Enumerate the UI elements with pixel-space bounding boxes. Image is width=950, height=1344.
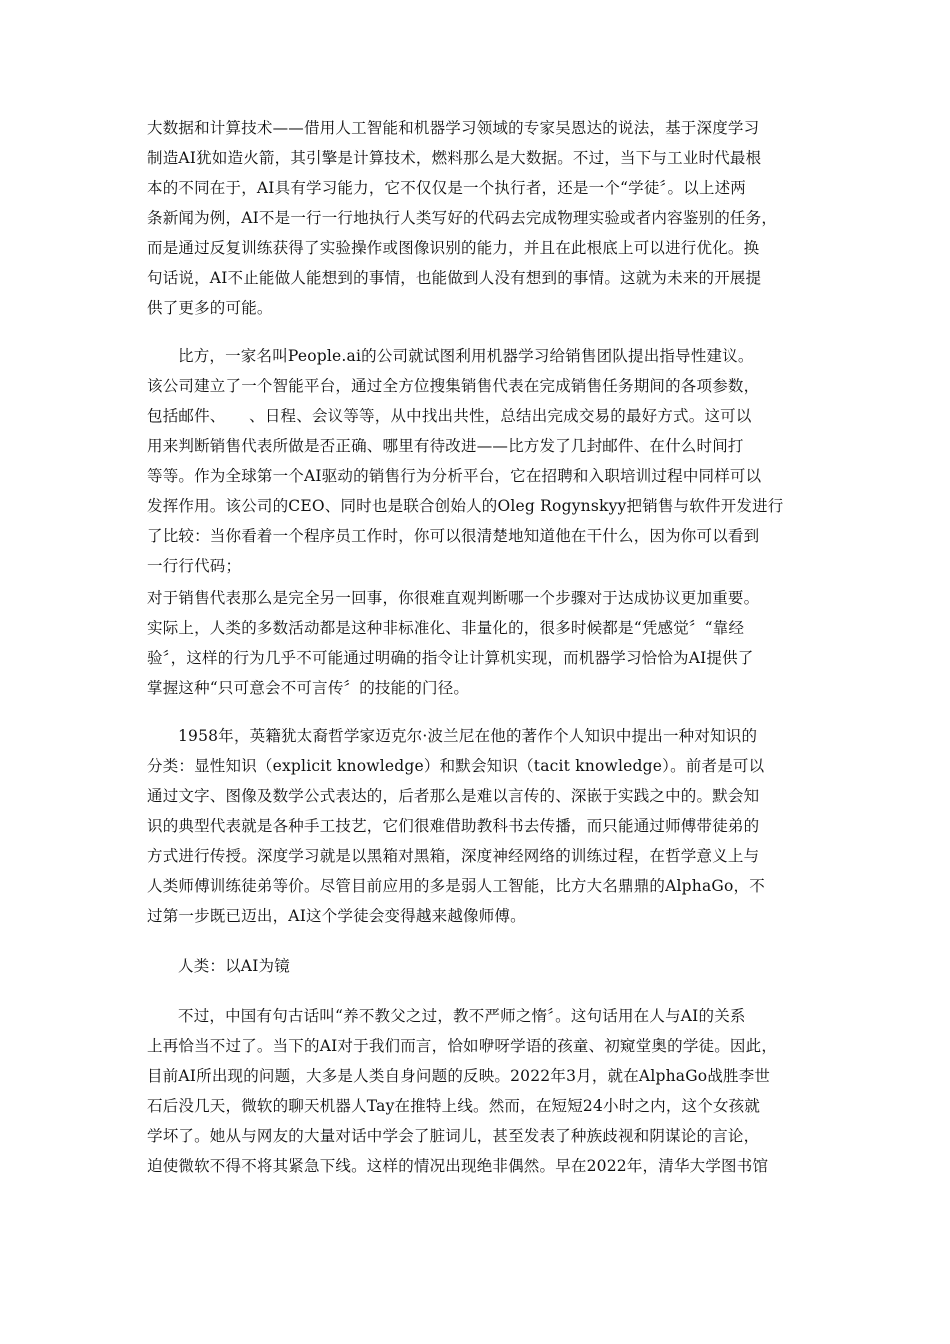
paragraph-3-line-2: 分类：显性知识（explicit knowledge）和默会知识（tacit knowledge）。前者是可以 [147,757,765,775]
paragraph-2-line-9: 对于销售代表那么是完全另一回事，你很难直观判断哪一个步骤对于达成协议更加重要。 [147,589,760,607]
paragraph-2-line-12: 掌握这种“只可意会不可言传〞的技能的门径。 [147,679,470,697]
paragraph-5-line-3: 目前AI所出现的问题，大多是人类自身问题的反映。2022年3月，就在AlphaGo战胜李世 [147,1067,771,1085]
paragraph-5-line-5: 学坏了。她从与网友的大量对话中学会了脏词儿，甚至发表了种族歧视和阴谋论的言论， [147,1127,760,1145]
paragraph-2-line-1: 比方，一家名叫People.ai的公司就试图利用机器学习给销售团队提出指导性建议。 [178,347,754,365]
paragraph-1-line-7: 供了更多的可能。 [147,299,273,317]
paragraph-2-line-8: 一行行代码； [147,557,242,575]
paragraph-2-line-2: 该公司建立了一个智能平台，通过全方位搜集销售代表在完成销售任务期间的各项参数， [147,377,760,395]
paragraph-3-line-7: 过第一步既已迈出，AI这个学徒会变得越来越像师傅。 [147,907,526,925]
paragraph-5-line-2: 上再恰当不过了。当下的AI对于我们而言，恰如咿呀学语的孩童、初窥堂奥的学徒。因此， [147,1037,778,1055]
paragraph-2-line-4: 用来判断销售代表所做是否正确、哪里有待改进——比方发了几封邮件、在什么时间打 [147,437,744,455]
paragraph-5-line-1: 不过，中国有句古话叫“养不教父之过，教不严师之惰〞。这句话用在人与AI的关系 [178,1007,746,1025]
paragraph-2-line-3: 包括邮件、 、日程、会议等等，从中找出共性，总结出完成交易的最好方式。这可以 [147,407,752,425]
paragraph-2-line-11: 验〞，这样的行为几乎不可能通过明确的指令让计算机实现，而机器学习恰恰为AI提供了 [147,649,754,667]
paragraph-2-line-7: 了比较：当你看着一个程序员工作时，你可以很清楚地知道他在干什么，因为你可以看到 [147,527,760,545]
paragraph-1-line-6: 句话说，AI不止能做人能想到的事情，也能做到人没有想到的事情。这就为未来的开展提 [147,269,762,287]
section-heading: 人类：以AI为镜 [178,957,290,975]
paragraph-5-line-6: 迫使微软不得不将其紧急下线。这样的情况出现绝非偶然。早在2022年，清华大学图书馆 [147,1157,769,1175]
paragraph-1-line-5: 而是通过反复训练获得了实验操作或图像识别的能力，并且在此根底上可以进行优化。换 [147,239,760,257]
paragraph-5-line-4: 石后没几天，微软的聊天机器人Tay在推特上线。然而，在短短24小时之内，这个女孩就 [147,1097,761,1115]
paragraph-3-line-6: 人类师傅训练徒弟等价。尽管目前应用的多是弱人工智能，比方大名鼎鼎的AlphaGo，不 [147,877,765,895]
paragraph-1-line-2: 制造AI犹如造火箭，其引擎是计算技术，燃料那么是大数据。不过，当下与工业时代最根 [147,149,762,167]
paragraph-1-line-4: 条新闻为例，AI不是一行一行地执行人类写好的代码去完成物理实验或者内容鉴别的任务， [147,209,778,227]
paragraph-1-line-3: 本的不同在于，AI具有学习能力，它不仅仅是一个执行者，还是一个“学徒〞。以上述两 [147,179,746,197]
paragraph-2-line-10: 实际上，人类的多数活动都是这种非标准化、非量化的，很多时候都是“凭感觉〞“靠经 [147,619,745,637]
paragraph-3-line-3: 通过文字、图像及数学公式表达的，后者那么是难以言传的、深嵌于实践之中的。默会知 [147,787,760,805]
paragraph-3-line-5: 方式进行传授。深度学习就是以黑箱对黑箱，深度神经网络的训练过程，在哲学意义上与 [147,847,760,865]
paragraph-2-line-6: 发挥作用。该公司的CEO、同时也是联合创始人的Oleg Rogynskyy把销售与软件开发进行 [147,497,784,515]
paragraph-3-line-1: 1958年，英籍犹太裔哲学家迈克尔·波兰尼在他的著作个人知识中提出一种对知识的 [178,727,758,745]
paragraph-3-line-4: 识的典型代表就是各种手工技艺，它们很难借助教科书去传播，而只能通过师傅带徒弟的 [147,817,760,835]
paragraph-2-line-5: 等等。作为全球第一个AI驱动的销售行为分析平台，它在招聘和入职培训过程中同样可以 [147,467,762,485]
paragraph-1-line-1: 大数据和计算技术——借用人工智能和机器学习领域的专家吴恩达的说法，基于深度学习 [147,119,760,137]
